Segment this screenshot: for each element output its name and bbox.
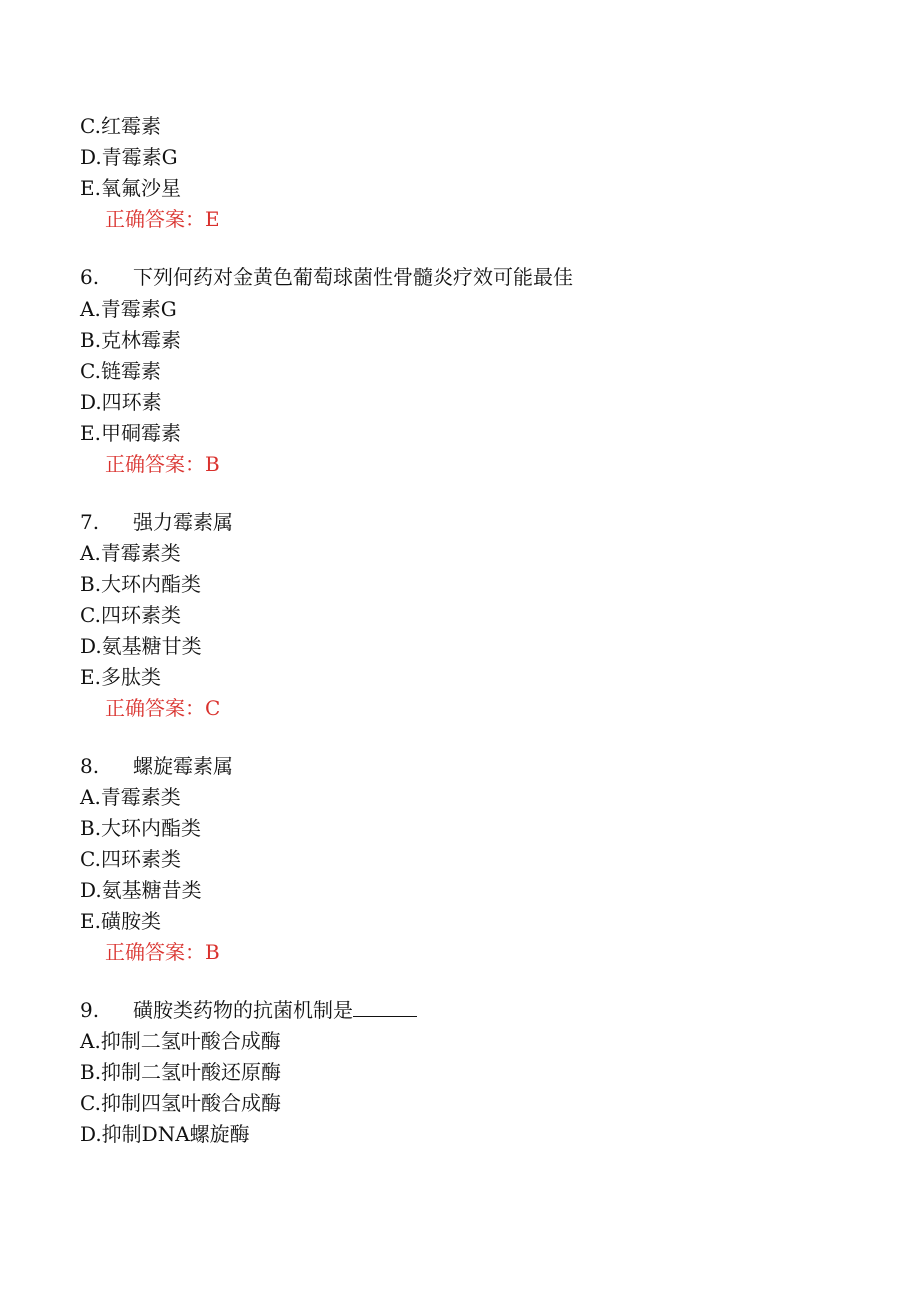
correct-answer: 正确答案：E	[105, 207, 220, 231]
option-e: E.甲硐霉素	[80, 421, 181, 445]
option-d: D.氨基糖甘类	[80, 634, 202, 658]
option-a: A.青霉素类	[80, 541, 181, 565]
question-number: 6.	[80, 265, 100, 289]
question-number: 8.	[80, 754, 100, 778]
option-a: A.青霉素类	[80, 785, 181, 809]
option-c: C.链霉素	[80, 359, 161, 383]
option-e: E.多肽类	[80, 665, 161, 689]
question-text: 磺胺类药物的抗菌机制是	[133, 998, 353, 1022]
option-b: B.抑制二氢叶酸还原酶	[80, 1060, 282, 1084]
option-d: D.氨基糖昔类	[80, 878, 202, 902]
option-b: B.大环内酯类	[80, 572, 202, 596]
option-b: B.大环内酯类	[80, 816, 202, 840]
question-9	[80, 995, 417, 1025]
option-d: D.四环素	[80, 390, 162, 414]
option-b: B.克林霉素	[80, 328, 182, 352]
option-a: A.青霉素G	[80, 297, 177, 321]
correct-answer: 正确答案：B	[105, 940, 220, 964]
question-number: 9.	[80, 998, 100, 1022]
option-d: D.抑制DNA螺旋酶	[80, 1122, 250, 1146]
option-c: C.抑制四氢叶酸合成酶	[80, 1091, 281, 1115]
option-d: D.青霉素G	[80, 145, 178, 169]
option-c: C.四环素类	[80, 603, 181, 627]
question-text: 螺旋霉素属	[133, 754, 233, 778]
option-c: C.红霉素	[80, 114, 161, 138]
option-c: C.四环素类	[80, 847, 181, 871]
question-6	[80, 262, 573, 292]
option-e: E.氧氟沙星	[80, 176, 181, 200]
fill-in-blank	[353, 996, 417, 1017]
question-8	[80, 751, 233, 781]
option-a: A.抑制二氢叶酸合成酶	[80, 1029, 281, 1053]
correct-answer: 正确答案：C	[105, 696, 221, 720]
question-text: 强力霉素属	[133, 510, 233, 534]
question-7	[80, 507, 233, 537]
correct-answer: 正确答案：B	[105, 452, 220, 476]
question-number: 7.	[80, 510, 100, 534]
option-e: E.磺胺类	[80, 909, 161, 933]
question-text: 下列何药对金黄色葡萄球菌性骨髓炎疗效可能最佳	[133, 265, 573, 289]
